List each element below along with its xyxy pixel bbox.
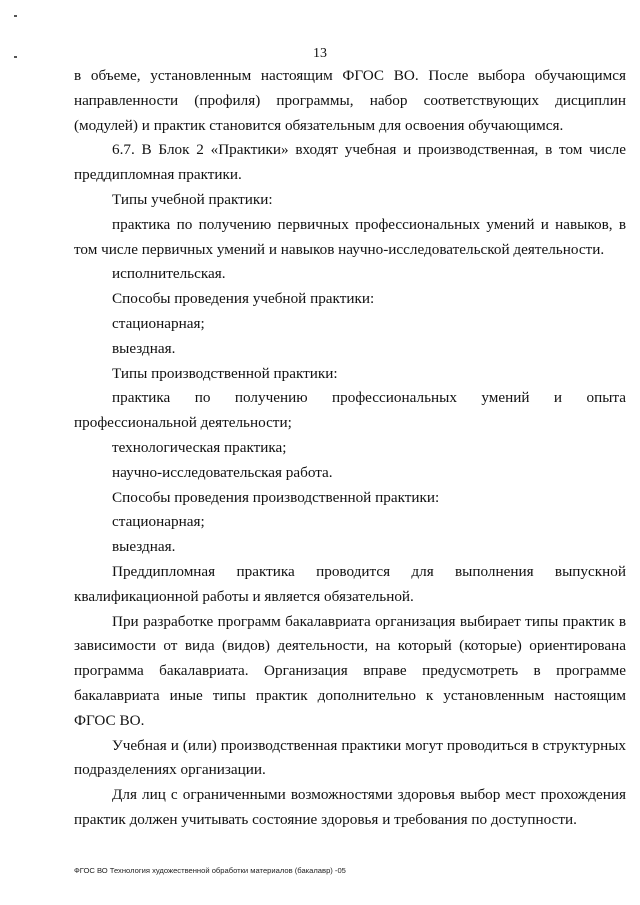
- paragraph: исполнительская.: [112, 265, 226, 283]
- paragraph: Типы производственной практики:: [112, 364, 338, 382]
- page-footer: ФГОС ВО Технология художественной обработки материалов (бакалавр) -05: [74, 866, 346, 875]
- paragraph: технологическая практика;: [112, 438, 287, 456]
- page-number: 13: [313, 46, 327, 61]
- paragraph: Для лиц с ограниченными возможностями здоровья выбор мест прохождения практик должен учитывать состояние здоровья и требования по доступности.: [74, 786, 626, 828]
- paragraph: Способы проведения учебной практики:: [112, 290, 375, 308]
- paragraph: научно-исследовательская работа.: [112, 463, 333, 481]
- scan-speck: [14, 15, 17, 17]
- paragraph: стационарная;: [112, 513, 205, 531]
- document-body: [74, 64, 626, 833]
- paragraph: выездная.: [112, 339, 176, 357]
- paragraph: стационарная;: [112, 314, 205, 332]
- paragraph: При разработке программ бакалавриата организация выбирает типы практик в зависимости от вида (видов) деятельности, на который (которые) ориентирована программа бакалавриата. Организация вправе предусмотреть в программе бакалавриата иные типы практик дополнительно к установленным настоящим ФГОС ВО.: [74, 612, 626, 729]
- paragraph: Способы проведения производственной практики:: [112, 488, 440, 506]
- paragraph: практика по получению профессиональных умений и опыта профессиональной деятельности;: [74, 389, 626, 432]
- paragraph: 6.7. В Блок 2 «Практики» входят учебная и производственная, в том числе преддипломная практики.: [74, 141, 626, 184]
- paragraph: выездная.: [112, 538, 176, 556]
- paragraph: Учебная и (или) производственная практики могут проводиться в структурных подразделениях организации.: [74, 736, 626, 779]
- paragraph: Типы учебной практики:: [112, 190, 273, 208]
- paragraph: Преддипломная практика проводится для выполнения выпускной квалификационной работы и является обязательной.: [74, 562, 626, 605]
- paragraph: практика по получению первичных профессиональных умений и навыков, в том числе первичных умений и навыков научно-исследовательской деятельности.: [74, 215, 626, 258]
- paragraph: в объеме, установленным настоящим ФГОС ВО. После выбора обучающимся направленности (профиля) программы, набор соответствующих дисциплин (модулей) и практик становится обязательным для освоения обучающимся.: [74, 67, 626, 134]
